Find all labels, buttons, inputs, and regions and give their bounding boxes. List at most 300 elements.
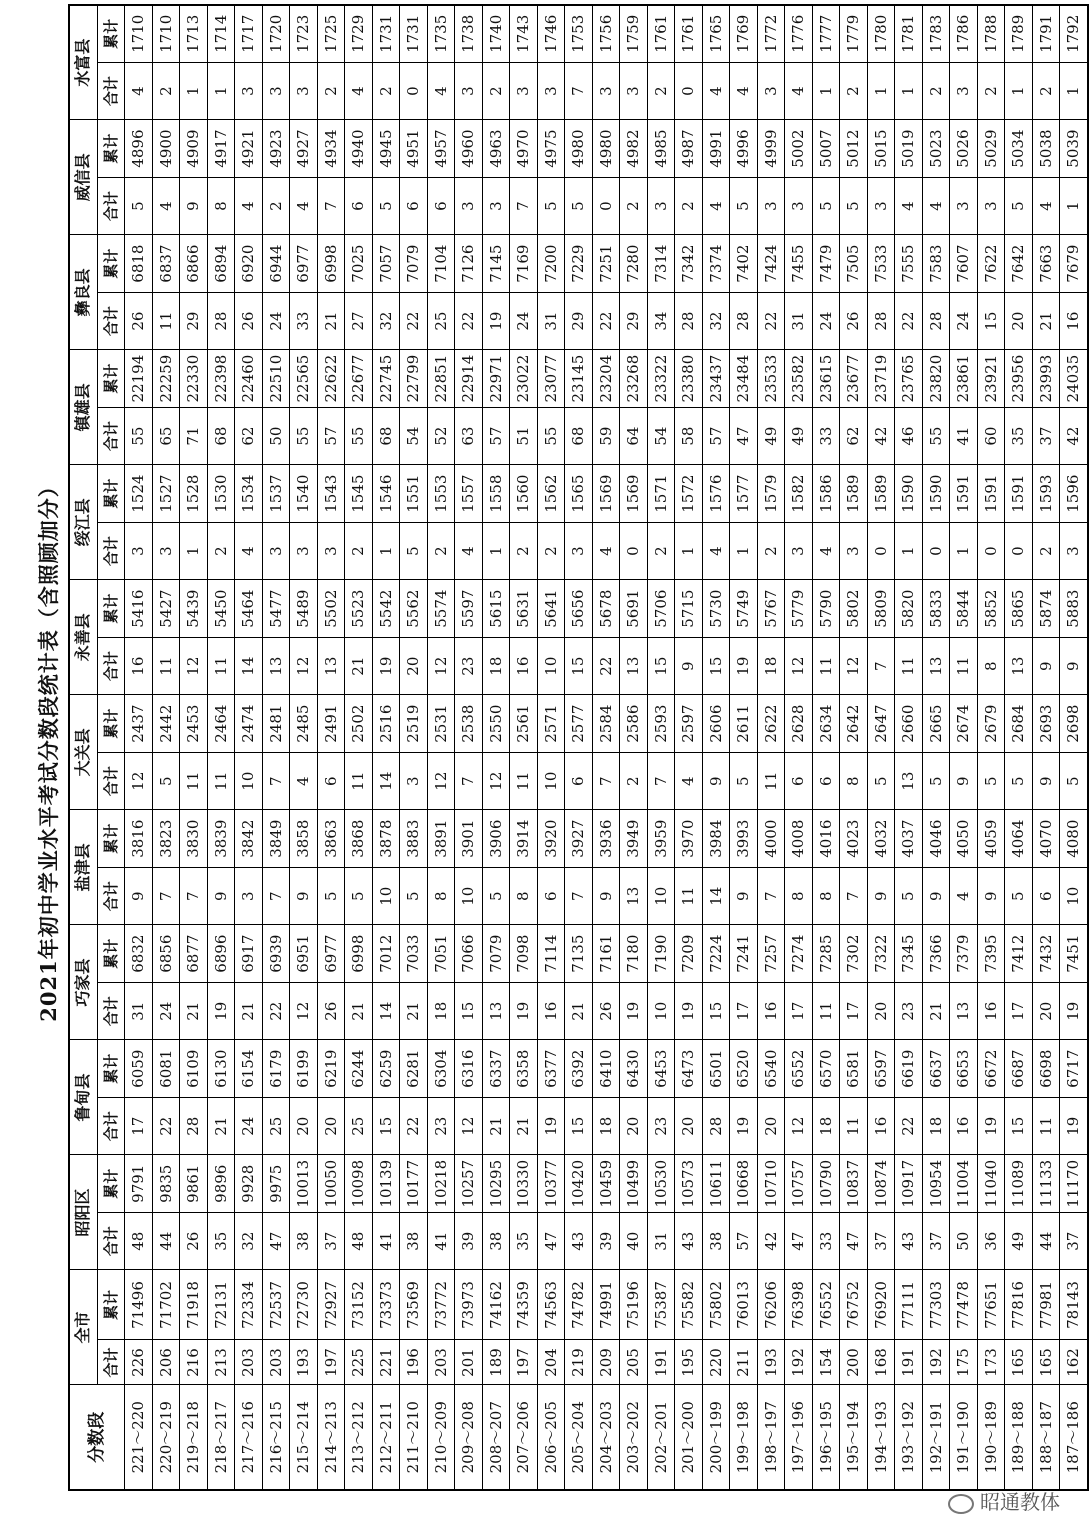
cumulative-cell: 2531 (427, 695, 455, 753)
sum-cell: 3 (867, 177, 895, 235)
cumulative-cell: 5883 (1060, 580, 1088, 638)
sum-cell: 21 (317, 292, 345, 350)
cumulative-header: 累计 (97, 120, 125, 178)
cumulative-header: 累计 (97, 1155, 125, 1213)
sum-cell: 3 (565, 522, 593, 580)
sum-cell: 19 (207, 982, 235, 1040)
sum-cell: 13 (1005, 637, 1033, 695)
sum-cell: 21 (482, 1097, 510, 1155)
sum-cell: 221 (372, 1340, 400, 1385)
sum-cell: 5 (345, 867, 373, 925)
cumulative-cell: 4999 (757, 120, 785, 178)
cumulative-cell: 2561 (510, 695, 538, 753)
cumulative-cell: 75387 (647, 1270, 675, 1340)
cumulative-cell: 1591 (950, 465, 978, 523)
cumulative-cell: 10710 (757, 1155, 785, 1213)
cumulative-cell: 4064 (1005, 810, 1033, 868)
cumulative-cell: 7114 (537, 925, 565, 983)
cumulative-cell: 1720 (262, 5, 290, 63)
sum-cell: 6 (785, 752, 813, 810)
table-row (675, 5, 703, 1490)
table-row (592, 5, 620, 1490)
sum-cell: 21 (345, 637, 373, 695)
cumulative-cell: 1590 (922, 465, 950, 523)
cumulative-cell: 2660 (895, 695, 923, 753)
cumulative-cell: 22460 (235, 350, 263, 408)
sum-header: 合计 (97, 982, 125, 1040)
sum-cell: 10 (455, 867, 483, 925)
cumulative-header: 累计 (97, 810, 125, 868)
cumulative-cell: 1731 (372, 5, 400, 63)
sum-cell: 33 (812, 407, 840, 465)
cumulative-cell: 22398 (207, 350, 235, 408)
cumulative-cell: 6358 (510, 1040, 538, 1098)
sum-cell: 5 (1060, 752, 1088, 810)
sum-cell: 8 (977, 637, 1005, 695)
sum-cell: 2 (757, 522, 785, 580)
segment-cell: 189～188 (1005, 1385, 1033, 1490)
sum-cell: 3 (125, 522, 153, 580)
cumulative-cell: 3936 (592, 810, 620, 868)
sum-cell: 2 (1032, 62, 1060, 120)
sum-cell: 43 (895, 1212, 923, 1270)
sum-cell: 21 (207, 1097, 235, 1155)
cumulative-cell: 10330 (510, 1155, 538, 1213)
cumulative-cell: 2491 (317, 695, 345, 753)
cumulative-cell: 74359 (510, 1270, 538, 1340)
cumulative-cell: 1557 (455, 465, 483, 523)
cumulative-cell: 6154 (235, 1040, 263, 1098)
region-header: 镇雄县 (69, 350, 97, 465)
sum-cell: 9 (977, 867, 1005, 925)
sum-header: 合计 (97, 522, 125, 580)
table-row (152, 5, 180, 1490)
table-row (482, 5, 510, 1490)
sum-header: 合计 (97, 407, 125, 465)
table-row (785, 5, 813, 1490)
sum-cell: 14 (372, 752, 400, 810)
cumulative-cell: 5026 (950, 120, 978, 178)
cumulative-cell: 9896 (207, 1155, 235, 1213)
cumulative-cell: 5641 (537, 580, 565, 638)
sum-cell: 7 (565, 867, 593, 925)
cumulative-cell: 7057 (372, 235, 400, 293)
sum-cell: 25 (427, 292, 455, 350)
cumulative-cell: 7622 (977, 235, 1005, 293)
sum-cell: 0 (1005, 522, 1033, 580)
sum-cell: 41 (372, 1212, 400, 1270)
sum-cell: 15 (372, 1097, 400, 1155)
cumulative-cell: 1789 (1005, 5, 1033, 63)
sum-cell: 19 (537, 1097, 565, 1155)
sum-cell: 9 (730, 867, 758, 925)
sum-cell: 20 (620, 1097, 648, 1155)
cumulative-cell: 72334 (235, 1270, 263, 1340)
sum-cell: 2 (317, 62, 345, 120)
sum-cell: 35 (207, 1212, 235, 1270)
sum-cell: 197 (317, 1340, 345, 1385)
sum-cell: 62 (235, 407, 263, 465)
sum-cell: 1 (372, 522, 400, 580)
table-row (757, 5, 785, 1490)
sum-cell: 3 (950, 62, 978, 120)
cumulative-cell: 78143 (1060, 1270, 1088, 1340)
cumulative-cell: 2634 (812, 695, 840, 753)
sum-cell: 18 (592, 1097, 620, 1155)
cumulative-cell: 2611 (730, 695, 758, 753)
sum-cell: 37 (1060, 1212, 1088, 1270)
sum-cell: 24 (262, 292, 290, 350)
sum-cell: 51 (510, 407, 538, 465)
cumulative-cell: 1558 (482, 465, 510, 523)
cumulative-cell: 22677 (345, 350, 373, 408)
sum-cell: 165 (1005, 1340, 1033, 1385)
cumulative-cell: 22194 (125, 350, 153, 408)
sum-cell: 13 (262, 637, 290, 695)
cumulative-cell: 5477 (262, 580, 290, 638)
cumulative-cell: 7051 (427, 925, 455, 983)
cumulative-cell: 22259 (152, 350, 180, 408)
cumulative-cell: 1553 (427, 465, 455, 523)
sum-cell: 11 (152, 292, 180, 350)
sum-cell: 23 (455, 637, 483, 695)
cumulative-cell: 77651 (977, 1270, 1005, 1340)
sum-cell: 15 (565, 637, 593, 695)
cumulative-cell: 23820 (922, 350, 950, 408)
sum-cell: 3 (1060, 522, 1088, 580)
sum-cell: 4 (235, 522, 263, 580)
sum-cell: 7 (867, 637, 895, 695)
sum-cell: 22 (455, 292, 483, 350)
sum-cell: 12 (785, 1097, 813, 1155)
sum-cell: 3 (840, 522, 868, 580)
table-row (207, 5, 235, 1490)
table-row (537, 5, 565, 1490)
cumulative-cell: 72537 (262, 1270, 290, 1340)
cumulative-cell: 1596 (1060, 465, 1088, 523)
cumulative-cell: 7345 (895, 925, 923, 983)
sum-cell: 28 (675, 292, 703, 350)
sum-cell: 11 (345, 752, 373, 810)
cumulative-cell: 6877 (180, 925, 208, 983)
sum-cell: 191 (895, 1340, 923, 1385)
sum-cell: 5 (125, 177, 153, 235)
cumulative-cell: 7280 (620, 235, 648, 293)
sum-cell: 68 (207, 407, 235, 465)
sum-cell: 10 (1060, 867, 1088, 925)
sum-cell: 10 (537, 752, 565, 810)
sum-cell: 2 (840, 62, 868, 120)
sum-cell: 175 (950, 1340, 978, 1385)
sum-cell: 206 (152, 1340, 180, 1385)
sum-cell: 18 (482, 637, 510, 695)
cumulative-cell: 3927 (565, 810, 593, 868)
cumulative-cell: 7257 (757, 925, 785, 983)
sum-cell: 13 (620, 637, 648, 695)
cumulative-cell: 5416 (125, 580, 153, 638)
cumulative-cell: 11089 (1005, 1155, 1033, 1213)
sum-cell: 47 (730, 407, 758, 465)
sum-cell: 5 (730, 177, 758, 235)
cumulative-cell: 7209 (675, 925, 703, 983)
cumulative-cell: 4917 (207, 120, 235, 178)
sum-cell: 4 (592, 522, 620, 580)
sum-cell: 33 (812, 1212, 840, 1270)
sum-cell: 8 (812, 867, 840, 925)
cumulative-cell: 7098 (510, 925, 538, 983)
cumulative-cell: 10757 (785, 1155, 813, 1213)
cumulative-cell: 4963 (482, 120, 510, 178)
cumulative-cell: 5820 (895, 580, 923, 638)
cumulative-cell: 4032 (867, 810, 895, 868)
sum-cell: 46 (895, 407, 923, 465)
table-row (620, 5, 648, 1490)
sum-cell: 31 (125, 982, 153, 1040)
sum-header: 合计 (97, 867, 125, 925)
cumulative-cell: 6501 (702, 1040, 730, 1098)
cumulative-cell: 9791 (125, 1155, 153, 1213)
sum-cell: 11 (207, 637, 235, 695)
sum-cell: 5 (400, 522, 428, 580)
sum-cell: 11 (757, 752, 785, 810)
cumulative-cell: 4023 (840, 810, 868, 868)
sum-cell: 49 (757, 407, 785, 465)
sum-cell: 2 (647, 62, 675, 120)
table-row (372, 5, 400, 1490)
sum-cell: 13 (317, 637, 345, 695)
cumulative-header: 累计 (97, 925, 125, 983)
sum-cell: 15 (977, 292, 1005, 350)
region-header: 盐津县 (69, 810, 97, 925)
cumulative-cell: 1591 (977, 465, 1005, 523)
segment-cell: 194～193 (867, 1385, 895, 1490)
sum-cell: 9 (950, 752, 978, 810)
sum-cell: 11 (950, 637, 978, 695)
cumulative-cell: 6597 (867, 1040, 895, 1098)
sum-cell: 6 (1032, 867, 1060, 925)
sum-cell: 191 (647, 1340, 675, 1385)
sum-cell: 42 (867, 407, 895, 465)
sum-cell: 9 (675, 637, 703, 695)
sum-cell: 38 (702, 1212, 730, 1270)
sum-cell: 15 (647, 637, 675, 695)
cumulative-cell: 1593 (1032, 465, 1060, 523)
cumulative-cell: 10013 (290, 1155, 318, 1213)
region-header: 威信县 (69, 120, 97, 235)
watermark-text: 昭通教体 (980, 1490, 1060, 1514)
cumulative-cell: 4900 (152, 120, 180, 178)
cumulative-cell: 4070 (1032, 810, 1060, 868)
sum-cell: 38 (482, 1212, 510, 1270)
sum-cell: 37 (922, 1212, 950, 1270)
cumulative-cell: 5691 (620, 580, 648, 638)
segment-cell: 218～217 (207, 1385, 235, 1490)
sum-cell: 55 (345, 407, 373, 465)
cumulative-cell: 1537 (262, 465, 290, 523)
sum-cell: 21 (345, 982, 373, 1040)
cumulative-cell: 2665 (922, 695, 950, 753)
sum-cell: 213 (207, 1340, 235, 1385)
sum-cell: 10 (372, 867, 400, 925)
cumulative-cell: 22510 (262, 350, 290, 408)
sum-cell: 3 (455, 62, 483, 120)
cumulative-cell: 2606 (702, 695, 730, 753)
sum-cell: 14 (372, 982, 400, 1040)
cumulative-cell: 10530 (647, 1155, 675, 1213)
sum-cell: 201 (455, 1340, 483, 1385)
cumulative-cell: 7314 (647, 235, 675, 293)
cumulative-cell: 1743 (510, 5, 538, 63)
sum-cell: 220 (702, 1340, 730, 1385)
sum-cell: 26 (840, 292, 868, 350)
sum-cell: 4 (702, 62, 730, 120)
sum-cell: 22 (262, 982, 290, 1040)
segment-cell: 204～203 (592, 1385, 620, 1490)
cumulative-cell: 1717 (235, 5, 263, 63)
cumulative-cell: 6410 (592, 1040, 620, 1098)
page-title: 2021年初中学业水平考试分数段统计表（含照顾加分） (36, 475, 61, 1022)
cumulative-cell: 3959 (647, 810, 675, 868)
cumulative-cell: 3878 (372, 810, 400, 868)
sum-cell: 3 (262, 522, 290, 580)
cumulative-cell: 77478 (950, 1270, 978, 1340)
cumulative-cell: 22851 (427, 350, 455, 408)
cumulative-cell: 3823 (152, 810, 180, 868)
cumulative-cell: 1576 (702, 465, 730, 523)
cumulative-cell: 7607 (950, 235, 978, 293)
sum-cell: 11 (152, 637, 180, 695)
sum-cell: 32 (372, 292, 400, 350)
cumulative-header: 累计 (97, 5, 125, 63)
cumulative-cell: 2577 (565, 695, 593, 753)
sum-cell: 16 (125, 637, 153, 695)
cumulative-cell: 23437 (702, 350, 730, 408)
sum-cell: 7 (317, 177, 345, 235)
sum-cell: 3 (785, 177, 813, 235)
sum-cell: 6 (400, 177, 428, 235)
cumulative-cell: 9975 (262, 1155, 290, 1213)
sum-cell: 1 (895, 62, 923, 120)
cumulative-cell: 6219 (317, 1040, 345, 1098)
sum-cell: 11 (510, 752, 538, 810)
sum-cell: 15 (565, 1097, 593, 1155)
cumulative-cell: 1781 (895, 5, 923, 63)
sum-cell: 12 (840, 637, 868, 695)
cumulative-cell: 7161 (592, 925, 620, 983)
cumulative-cell: 1735 (427, 5, 455, 63)
sum-cell: 3 (620, 62, 648, 120)
cumulative-cell: 4934 (317, 120, 345, 178)
sum-header: 合计 (97, 637, 125, 695)
cumulative-cell: 74162 (482, 1270, 510, 1340)
sum-cell: 2 (510, 522, 538, 580)
cumulative-cell: 4975 (537, 120, 565, 178)
sum-cell: 1 (1060, 62, 1088, 120)
cumulative-cell: 2628 (785, 695, 813, 753)
table-row (510, 5, 538, 1490)
cumulative-cell: 10177 (400, 1155, 428, 1213)
cumulative-cell: 23268 (620, 350, 648, 408)
cumulative-cell: 5542 (372, 580, 400, 638)
sum-cell: 211 (730, 1340, 758, 1385)
sum-cell: 9 (1060, 637, 1088, 695)
cumulative-header: 累计 (97, 580, 125, 638)
sum-cell: 216 (180, 1340, 208, 1385)
sum-cell: 2 (482, 62, 510, 120)
sum-cell: 3 (400, 752, 428, 810)
cumulative-cell: 5464 (235, 580, 263, 638)
cumulative-cell: 3914 (510, 810, 538, 868)
sum-cell: 21 (1032, 292, 1060, 350)
sum-cell: 54 (647, 407, 675, 465)
sum-cell: 8 (510, 867, 538, 925)
cumulative-cell: 2674 (950, 695, 978, 753)
sum-cell: 43 (675, 1212, 703, 1270)
cumulative-cell: 7455 (785, 235, 813, 293)
segment-cell: 201～200 (675, 1385, 703, 1490)
sum-cell: 26 (180, 1212, 208, 1270)
cumulative-cell: 1731 (400, 5, 428, 63)
sum-cell: 11 (675, 867, 703, 925)
table-row (730, 5, 758, 1490)
sum-cell: 62 (840, 407, 868, 465)
sum-cell: 57 (482, 407, 510, 465)
sum-cell: 7 (840, 867, 868, 925)
sum-cell: 9 (290, 867, 318, 925)
sum-cell: 22 (152, 1097, 180, 1155)
sum-cell: 8 (840, 752, 868, 810)
cumulative-header: 累计 (97, 1040, 125, 1098)
cumulative-cell: 7285 (812, 925, 840, 983)
sum-cell: 5 (895, 867, 923, 925)
sum-cell: 9 (867, 867, 895, 925)
cumulative-header: 累计 (97, 465, 125, 523)
sum-cell: 23 (647, 1097, 675, 1155)
cumulative-cell: 6951 (290, 925, 318, 983)
sum-cell: 11 (1032, 1097, 1060, 1155)
cumulative-cell: 7302 (840, 925, 868, 983)
cumulative-cell: 7200 (537, 235, 565, 293)
sum-cell: 2 (1032, 522, 1060, 580)
table-row (455, 5, 483, 1490)
sum-cell: 19 (620, 982, 648, 1040)
cumulative-cell: 1543 (317, 465, 345, 523)
cumulative-cell: 5844 (950, 580, 978, 638)
sum-cell: 1 (867, 62, 895, 120)
segment-cell: 202～201 (647, 1385, 675, 1490)
cumulative-cell: 5015 (867, 120, 895, 178)
segment-cell: 203～202 (620, 1385, 648, 1490)
sum-cell: 17 (125, 1097, 153, 1155)
sum-cell: 21 (235, 982, 263, 1040)
cumulative-cell: 1738 (455, 5, 483, 63)
cumulative-cell: 4985 (647, 120, 675, 178)
sum-cell: 37 (1032, 407, 1060, 465)
sum-cell: 15 (702, 637, 730, 695)
cumulative-cell: 3891 (427, 810, 455, 868)
cumulative-cell: 1528 (180, 465, 208, 523)
cumulative-cell: 23861 (950, 350, 978, 408)
sum-cell: 71 (180, 407, 208, 465)
sum-cell: 29 (620, 292, 648, 350)
cumulative-cell: 1788 (977, 5, 1005, 63)
sum-cell: 35 (510, 1212, 538, 1270)
cumulative-cell: 23077 (537, 350, 565, 408)
cumulative-header: 累计 (97, 350, 125, 408)
sum-cell: 19 (482, 292, 510, 350)
cumulative-cell: 2464 (207, 695, 235, 753)
cumulative-cell: 6581 (840, 1040, 868, 1098)
